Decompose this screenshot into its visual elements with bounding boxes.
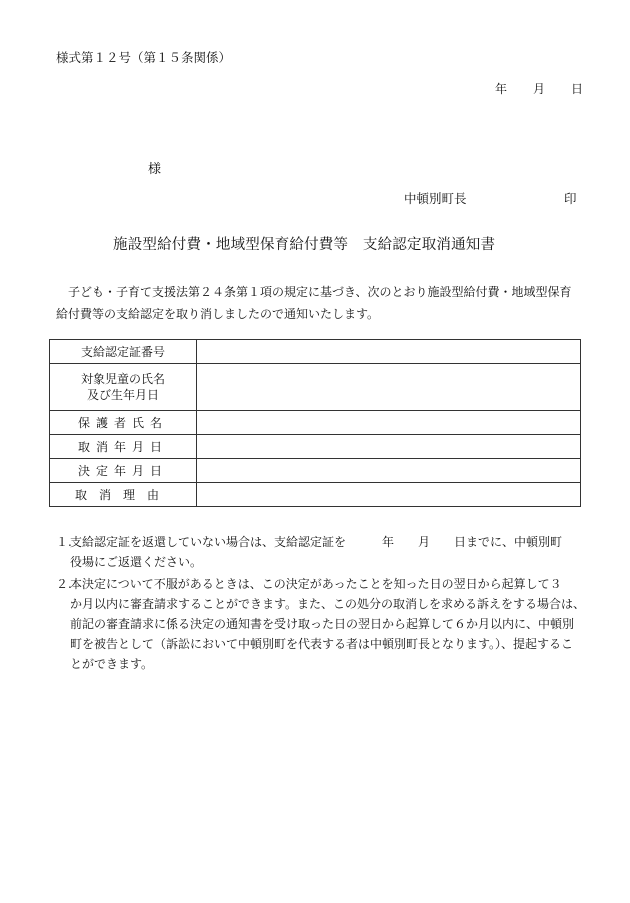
label-text: 保護者氏名 xyxy=(77,415,168,430)
label-certificate-number: 支給認定証番号 xyxy=(50,340,197,364)
seal-mark: 印 xyxy=(564,191,577,206)
document-title: 施設型給付費・地域型保育給付費等 支給認定取消通知書 xyxy=(113,237,496,253)
issuer-name: 中頓別町長 xyxy=(404,191,467,206)
table-row xyxy=(50,459,581,483)
note-line: 前記の審査請求に係る決定の通知書を受け取った日の翌日から起算して６か月以内に、中頓別 xyxy=(70,617,575,631)
value-revocation-reason xyxy=(197,483,581,507)
note-line: 支給認定証を返還していない場合は、支給認定証を 年 月 日までに、中頓別町 xyxy=(70,535,563,549)
table-row xyxy=(50,340,581,364)
info-table xyxy=(49,339,581,507)
form-number: 様式第１２号（第１５条関係） xyxy=(56,50,232,65)
intro-line: 子ども・子育て支援法第２４条第１項の規定に基づき、次のとおり施設型給付費・地域型保育 xyxy=(68,285,572,299)
value-guardian-name xyxy=(197,411,581,435)
note-line: 本決定について不服があるときは、この決定があったことを知った日の翌日から起算して３ xyxy=(70,577,562,591)
value-child-name-birthdate xyxy=(197,364,581,411)
label-revocation-date xyxy=(50,435,197,459)
intro-line: 給付費等の支給認定を取り消しましたので通知いたします。 xyxy=(56,307,380,321)
note-number: １. xyxy=(56,535,72,549)
table-row xyxy=(50,411,581,435)
note-line: 役場にご返還ください。 xyxy=(70,555,203,569)
label-text: 取消年月日 xyxy=(77,439,168,454)
label-child-name-birthdate xyxy=(50,364,197,411)
value-certificate-number xyxy=(197,340,581,364)
note-item xyxy=(56,574,586,674)
note-line: 町を被告として（訴訟において中頓別町を代表する者は中頓別町長となります。）、提起するこ xyxy=(70,637,574,651)
date-line xyxy=(495,80,583,97)
date-year-label: 年 xyxy=(495,82,508,96)
note-item xyxy=(56,532,586,572)
table-row xyxy=(50,435,581,459)
label-guardian-name xyxy=(50,411,197,435)
note-line: か月以内に審査請求することができます。また、この処分の取消しを求める訴えをする場合は、 xyxy=(70,597,586,611)
table-row xyxy=(50,364,581,411)
note-number: ２. xyxy=(56,577,72,591)
label-text: 決定年月日 xyxy=(77,463,168,478)
label-line: 対象児童の氏名 xyxy=(80,372,165,386)
date-day-label: 日 xyxy=(571,82,584,96)
notes-list xyxy=(56,532,586,676)
label-line: 及び生年月日 xyxy=(86,388,159,402)
table-row xyxy=(50,483,581,507)
value-revocation-date xyxy=(197,435,581,459)
addressee-suffix: 様 xyxy=(148,162,162,177)
note-line: とができます。 xyxy=(70,657,154,671)
intro-paragraph xyxy=(56,281,580,325)
value-decision-date xyxy=(197,459,581,483)
date-month-label: 月 xyxy=(533,82,546,96)
label-text: 取消理由 xyxy=(74,487,171,502)
label-decision-date xyxy=(50,459,197,483)
label-revocation-reason xyxy=(50,483,197,507)
